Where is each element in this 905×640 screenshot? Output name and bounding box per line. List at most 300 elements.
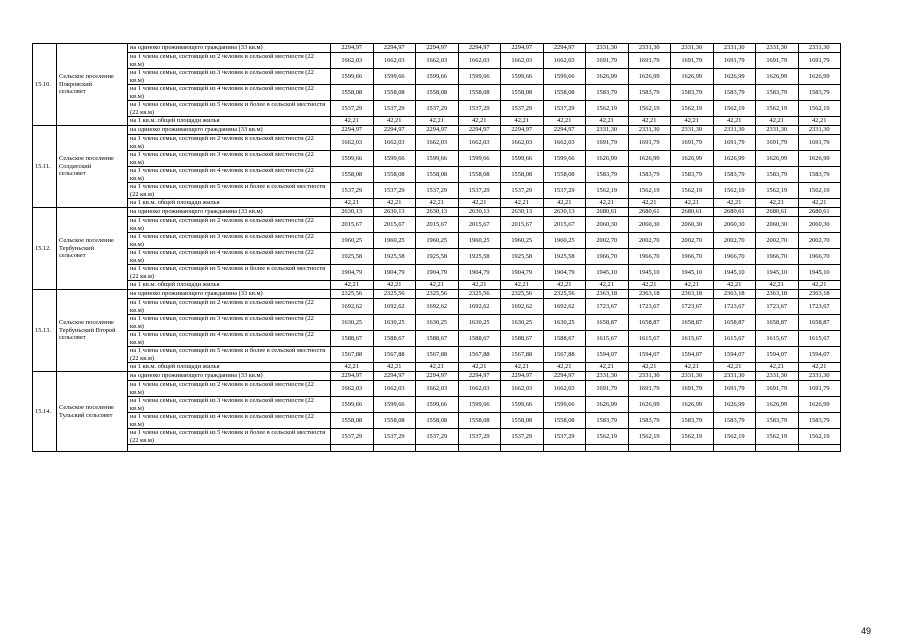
tariff-value: 1558,08 bbox=[543, 85, 586, 101]
tariff-value: 1599,66 bbox=[331, 69, 374, 85]
tariff-value: 1558,08 bbox=[331, 167, 374, 183]
tariff-value: 1691,79 bbox=[798, 381, 841, 397]
settlement-name: Сельское поселение Тербуньский Второй сельсовет bbox=[57, 290, 128, 372]
tariff-value: 1960,25 bbox=[458, 233, 501, 249]
tariff-value: 1723,67 bbox=[713, 299, 756, 315]
tariff-value: 2015,67 bbox=[373, 217, 416, 233]
tariff-value: 1558,08 bbox=[331, 413, 374, 429]
tariff-value: 1583,79 bbox=[671, 167, 714, 183]
table-row bbox=[33, 372, 841, 381]
table-row bbox=[33, 331, 841, 347]
table-row bbox=[33, 315, 841, 331]
tariff-value: 1537,29 bbox=[373, 429, 416, 445]
tariff-value: 1558,08 bbox=[416, 167, 459, 183]
tariff-value: 1583,79 bbox=[628, 413, 671, 429]
tariff-value: 1583,79 bbox=[713, 85, 756, 101]
tariff-value: 42,21 bbox=[458, 281, 501, 290]
tariff-value: 2002,70 bbox=[756, 233, 799, 249]
row-description: на 1 члена семьи, состоящей из 5 человек и более в сельской местности (22 кв.м) bbox=[128, 101, 331, 117]
tariff-value: 2294,97 bbox=[501, 126, 544, 135]
table-row bbox=[33, 101, 841, 117]
tariff-value: 1567,88 bbox=[331, 347, 374, 363]
row-description: на 1 члена семьи, состоящей из 2 человек в сельской местности (22 кв.м) bbox=[128, 53, 331, 69]
tariff-value: 42,21 bbox=[798, 281, 841, 290]
settlement-name: Сельское поселение Покровский сельсовет bbox=[57, 44, 128, 126]
tariff-value: 1945,10 bbox=[756, 265, 799, 281]
tariff-value: 1904,79 bbox=[458, 265, 501, 281]
tariff-value: 2363,18 bbox=[671, 290, 714, 299]
table-body bbox=[33, 44, 841, 452]
table-row bbox=[33, 183, 841, 199]
tariff-value: 1691,79 bbox=[628, 53, 671, 69]
tariff-value: 1691,79 bbox=[798, 135, 841, 151]
tariff-value: 1583,79 bbox=[798, 85, 841, 101]
tariff-value: 2002,70 bbox=[671, 233, 714, 249]
section-number: 15.11. bbox=[33, 126, 57, 208]
empty-cell bbox=[128, 445, 331, 452]
tariff-value: 1691,79 bbox=[586, 381, 629, 397]
tariff-value: 1662,03 bbox=[501, 135, 544, 151]
tariff-value: 1583,79 bbox=[756, 85, 799, 101]
tariff-value: 1558,08 bbox=[416, 413, 459, 429]
table-row bbox=[33, 85, 841, 101]
tariff-value: 1583,79 bbox=[756, 413, 799, 429]
tariff-value: 1599,66 bbox=[373, 69, 416, 85]
tariff-value: 1630,25 bbox=[501, 315, 544, 331]
settlement-name: Сельское поселение Тульский сельсовет bbox=[57, 372, 128, 452]
tariff-value: 1583,79 bbox=[628, 85, 671, 101]
page-number: 49 bbox=[861, 626, 872, 636]
tariff-value: 1599,66 bbox=[331, 397, 374, 413]
tariff-value: 2325,56 bbox=[501, 290, 544, 299]
tariff-value: 1537,29 bbox=[501, 429, 544, 445]
tariff-value: 2060,30 bbox=[798, 217, 841, 233]
tariff-value: 1583,79 bbox=[628, 167, 671, 183]
tariff-value: 1960,25 bbox=[373, 233, 416, 249]
row-description: на 1 члена семьи, состоящей из 3 человек в сельской местности (22 кв.м) bbox=[128, 69, 331, 85]
tariff-value: 42,21 bbox=[373, 199, 416, 208]
tariff-value: 1960,25 bbox=[543, 233, 586, 249]
empty-cell bbox=[586, 445, 629, 452]
tariff-value: 1583,79 bbox=[586, 167, 629, 183]
empty-cell bbox=[756, 445, 799, 452]
tariff-value: 2325,56 bbox=[543, 290, 586, 299]
tariff-value: 42,21 bbox=[628, 281, 671, 290]
tariff-value: 1691,79 bbox=[586, 53, 629, 69]
tariff-value: 1537,29 bbox=[416, 183, 459, 199]
row-description: на одиноко проживающего гражданина (33 кв.м) bbox=[128, 208, 331, 217]
tariff-value: 2630,13 bbox=[416, 208, 459, 217]
tariff-value: 2680,61 bbox=[628, 208, 671, 217]
row-description: на 1 члена семьи, состоящей из 5 человек и более в сельской местности (22 кв.м) bbox=[128, 265, 331, 281]
tariff-value: 42,21 bbox=[373, 363, 416, 372]
tariff-value: 2630,13 bbox=[458, 208, 501, 217]
tariff-value: 2680,61 bbox=[586, 208, 629, 217]
tariff-value: 1583,79 bbox=[671, 413, 714, 429]
row-description: на 1 члена семьи, состоящей из 2 человек в сельской местности (22 кв.м) bbox=[128, 217, 331, 233]
tariff-value: 2002,70 bbox=[628, 233, 671, 249]
tariff-value: 1691,79 bbox=[628, 381, 671, 397]
tariff-value: 42,21 bbox=[458, 117, 501, 126]
row-description: на 1 члена семьи, состоящей из 5 человек и более в сельской местности (22 кв.м) bbox=[128, 347, 331, 363]
tariff-value: 1558,08 bbox=[501, 85, 544, 101]
tariff-value: 2294,97 bbox=[331, 44, 374, 53]
tariff-value: 1626,99 bbox=[628, 151, 671, 167]
row-description: на 1 члена семьи, состоящей из 2 человек в сельской местности (22 кв.м) bbox=[128, 381, 331, 397]
table-row bbox=[33, 217, 841, 233]
empty-cell bbox=[798, 445, 841, 452]
tariff-value: 1562,19 bbox=[586, 183, 629, 199]
tariff-value: 1692,62 bbox=[501, 299, 544, 315]
tariff-value: 1691,79 bbox=[628, 135, 671, 151]
tariff-value: 42,21 bbox=[458, 199, 501, 208]
tariff-value: 42,21 bbox=[416, 199, 459, 208]
tariff-value: 1599,66 bbox=[416, 69, 459, 85]
tariff-value: 1945,10 bbox=[586, 265, 629, 281]
tariff-value: 42,21 bbox=[416, 363, 459, 372]
tariff-value: 1626,99 bbox=[586, 397, 629, 413]
tariff-value: 42,21 bbox=[671, 117, 714, 126]
tariff-value: 1537,29 bbox=[331, 429, 374, 445]
tariff-value: 1658,87 bbox=[713, 315, 756, 331]
tariff-value: 2325,56 bbox=[331, 290, 374, 299]
tariff-value: 1960,25 bbox=[331, 233, 374, 249]
table-row bbox=[33, 249, 841, 265]
row-description: на 1 члена семьи, состоящей из 4 человек в сельской местности (22 кв.м) bbox=[128, 249, 331, 265]
row-description: на 1 члена семьи, состоящей из 3 человек в сельской местности (22 кв.м) bbox=[128, 315, 331, 331]
tariff-value: 1692,62 bbox=[373, 299, 416, 315]
tariff-value: 1691,79 bbox=[586, 135, 629, 151]
tariff-value: 1626,99 bbox=[671, 151, 714, 167]
tariff-value: 2294,97 bbox=[458, 126, 501, 135]
tariff-value: 2363,18 bbox=[756, 290, 799, 299]
tariff-value: 2331,30 bbox=[586, 372, 629, 381]
tariff-value: 1904,79 bbox=[543, 265, 586, 281]
tariff-value: 1691,79 bbox=[756, 53, 799, 69]
tariff-value: 1945,10 bbox=[798, 265, 841, 281]
tariff-value: 1567,88 bbox=[501, 347, 544, 363]
table-row bbox=[33, 445, 841, 452]
tariff-value: 42,21 bbox=[713, 199, 756, 208]
tariff-value: 1567,88 bbox=[373, 347, 416, 363]
tariff-value: 1594,07 bbox=[756, 347, 799, 363]
tariff-value: 42,21 bbox=[586, 281, 629, 290]
tariff-value: 1599,66 bbox=[458, 151, 501, 167]
tariff-value: 1537,29 bbox=[373, 183, 416, 199]
tariff-value: 1562,19 bbox=[798, 101, 841, 117]
row-description: на одиноко проживающего гражданина (33 кв.м) bbox=[128, 126, 331, 135]
tariff-value: 2294,97 bbox=[458, 372, 501, 381]
tariff-value: 1599,66 bbox=[543, 151, 586, 167]
tariff-value: 2331,30 bbox=[628, 372, 671, 381]
tariff-value: 1626,99 bbox=[713, 151, 756, 167]
tariff-value: 2002,70 bbox=[586, 233, 629, 249]
table-row bbox=[33, 126, 841, 135]
tariff-value: 1562,19 bbox=[671, 429, 714, 445]
settlement-name: Сельское поселение Солдатский сельсовет bbox=[57, 126, 128, 208]
tariff-value: 1662,03 bbox=[416, 53, 459, 69]
tariff-value: 1966,70 bbox=[586, 249, 629, 265]
tariff-value: 1658,87 bbox=[756, 315, 799, 331]
tariff-value: 2294,97 bbox=[373, 44, 416, 53]
empty-cell bbox=[458, 445, 501, 452]
tariff-value: 42,21 bbox=[713, 117, 756, 126]
tariff-value: 2060,30 bbox=[671, 217, 714, 233]
table-row bbox=[33, 347, 841, 363]
tariff-value: 1945,10 bbox=[628, 265, 671, 281]
tariff-value: 1558,08 bbox=[458, 85, 501, 101]
tariff-table bbox=[32, 43, 841, 452]
table-row bbox=[33, 413, 841, 429]
tariff-value: 42,21 bbox=[586, 199, 629, 208]
tariff-value: 1691,79 bbox=[713, 53, 756, 69]
tariff-value: 1662,03 bbox=[458, 135, 501, 151]
tariff-value: 1626,99 bbox=[798, 151, 841, 167]
tariff-value: 1662,03 bbox=[543, 53, 586, 69]
tariff-value: 2331,30 bbox=[713, 44, 756, 53]
tariff-value: 1583,79 bbox=[713, 413, 756, 429]
tariff-value: 2015,67 bbox=[458, 217, 501, 233]
row-description: на 1 кв.м. общей площади жилья bbox=[128, 199, 331, 208]
tariff-value: 1594,07 bbox=[671, 347, 714, 363]
tariff-value: 42,21 bbox=[798, 363, 841, 372]
tariff-value: 42,21 bbox=[331, 199, 374, 208]
tariff-value: 1558,08 bbox=[458, 413, 501, 429]
tariff-value: 1626,99 bbox=[798, 69, 841, 85]
tariff-value: 1626,99 bbox=[798, 397, 841, 413]
tariff-value: 1925,58 bbox=[331, 249, 374, 265]
tariff-value: 1925,58 bbox=[416, 249, 459, 265]
tariff-value: 1658,87 bbox=[798, 315, 841, 331]
tariff-value: 1691,79 bbox=[671, 53, 714, 69]
table-row bbox=[33, 69, 841, 85]
tariff-value: 1588,67 bbox=[501, 331, 544, 347]
tariff-value: 42,21 bbox=[331, 363, 374, 372]
tariff-value: 1562,19 bbox=[713, 183, 756, 199]
tariff-value: 2331,30 bbox=[671, 44, 714, 53]
tariff-value: 1562,19 bbox=[756, 101, 799, 117]
tariff-value: 1662,03 bbox=[373, 381, 416, 397]
tariff-value: 1599,66 bbox=[543, 69, 586, 85]
tariff-value: 42,21 bbox=[713, 363, 756, 372]
tariff-value: 42,21 bbox=[501, 281, 544, 290]
table-row bbox=[33, 199, 841, 208]
tariff-value: 1626,99 bbox=[628, 397, 671, 413]
tariff-value: 1583,79 bbox=[586, 413, 629, 429]
tariff-value: 2294,97 bbox=[543, 44, 586, 53]
tariff-value: 1599,66 bbox=[501, 69, 544, 85]
tariff-value: 1588,67 bbox=[373, 331, 416, 347]
tariff-value: 1630,25 bbox=[331, 315, 374, 331]
tariff-value: 1588,67 bbox=[543, 331, 586, 347]
tariff-value: 1615,67 bbox=[756, 331, 799, 347]
tariff-value: 2060,30 bbox=[628, 217, 671, 233]
tariff-value: 42,21 bbox=[628, 117, 671, 126]
tariff-value: 1583,79 bbox=[798, 167, 841, 183]
tariff-value: 2294,97 bbox=[331, 126, 374, 135]
tariff-value: 1630,25 bbox=[373, 315, 416, 331]
tariff-value: 1562,19 bbox=[586, 101, 629, 117]
tariff-value: 1626,99 bbox=[628, 69, 671, 85]
tariff-value: 1925,58 bbox=[458, 249, 501, 265]
tariff-value: 42,21 bbox=[416, 117, 459, 126]
tariff-value: 1594,07 bbox=[798, 347, 841, 363]
tariff-value: 2331,30 bbox=[628, 44, 671, 53]
tariff-value: 2015,67 bbox=[501, 217, 544, 233]
tariff-value: 1904,79 bbox=[416, 265, 459, 281]
row-description: на 1 члена семьи, состоящей из 4 человек в сельской местности (22 кв.м) bbox=[128, 167, 331, 183]
tariff-value: 1599,66 bbox=[373, 151, 416, 167]
tariff-value: 42,21 bbox=[671, 281, 714, 290]
tariff-value: 1662,03 bbox=[331, 135, 374, 151]
tariff-value: 2060,30 bbox=[586, 217, 629, 233]
tariff-value: 42,21 bbox=[331, 281, 374, 290]
tariff-value: 2331,30 bbox=[798, 44, 841, 53]
tariff-value: 2331,30 bbox=[713, 372, 756, 381]
tariff-value: 1588,67 bbox=[331, 331, 374, 347]
tariff-value: 1558,08 bbox=[373, 413, 416, 429]
row-description: на 1 члена семьи, состоящей из 3 человек в сельской местности (22 кв.м) bbox=[128, 233, 331, 249]
tariff-value: 2630,13 bbox=[331, 208, 374, 217]
tariff-value: 1723,67 bbox=[586, 299, 629, 315]
tariff-value: 2015,67 bbox=[543, 217, 586, 233]
tariff-value: 1599,66 bbox=[416, 397, 459, 413]
tariff-value: 1562,19 bbox=[671, 101, 714, 117]
tariff-value: 1594,07 bbox=[586, 347, 629, 363]
tariff-value: 2630,13 bbox=[373, 208, 416, 217]
row-description: на 1 члена семьи, состоящей из 2 человек в сельской местности (22 кв.м) bbox=[128, 299, 331, 315]
tariff-value: 1966,70 bbox=[671, 249, 714, 265]
tariff-value: 2331,30 bbox=[798, 126, 841, 135]
tariff-value: 42,21 bbox=[628, 199, 671, 208]
tariff-value: 2363,18 bbox=[798, 290, 841, 299]
row-description: на 1 члена семьи, состоящей из 4 человек в сельской местности (22 кв.м) bbox=[128, 413, 331, 429]
table-row bbox=[33, 53, 841, 69]
tariff-value: 42,21 bbox=[671, 363, 714, 372]
tariff-value: 2294,97 bbox=[501, 44, 544, 53]
tariff-value: 2331,30 bbox=[671, 126, 714, 135]
tariff-value: 1904,79 bbox=[373, 265, 416, 281]
tariff-value: 2331,30 bbox=[671, 372, 714, 381]
tariff-value: 2294,97 bbox=[373, 372, 416, 381]
tariff-value: 2294,97 bbox=[416, 372, 459, 381]
tariff-value: 1691,79 bbox=[713, 135, 756, 151]
tariff-value: 2294,97 bbox=[416, 44, 459, 53]
tariff-value: 1960,25 bbox=[501, 233, 544, 249]
tariff-value: 1662,03 bbox=[543, 135, 586, 151]
table-row bbox=[33, 363, 841, 372]
tariff-value: 2294,97 bbox=[458, 44, 501, 53]
tariff-value: 42,21 bbox=[373, 117, 416, 126]
tariff-value: 1662,03 bbox=[501, 53, 544, 69]
tariff-value: 2325,56 bbox=[458, 290, 501, 299]
tariff-value: 1662,03 bbox=[501, 381, 544, 397]
table-row bbox=[33, 397, 841, 413]
empty-cell bbox=[713, 445, 756, 452]
tariff-value: 2060,30 bbox=[713, 217, 756, 233]
row-description: на 1 кв.м. общей площади жилья bbox=[128, 363, 331, 372]
section-number: 15.13. bbox=[33, 290, 57, 372]
tariff-value: 1537,29 bbox=[543, 183, 586, 199]
empty-cell bbox=[373, 445, 416, 452]
tariff-value: 42,21 bbox=[543, 199, 586, 208]
tariff-value: 1562,19 bbox=[628, 101, 671, 117]
tariff-value: 1925,58 bbox=[501, 249, 544, 265]
tariff-value: 1692,62 bbox=[543, 299, 586, 315]
tariff-value: 1662,03 bbox=[331, 53, 374, 69]
tariff-value: 1599,66 bbox=[458, 69, 501, 85]
tariff-value: 1630,25 bbox=[543, 315, 586, 331]
tariff-value: 1583,79 bbox=[713, 167, 756, 183]
tariff-value: 1562,19 bbox=[671, 183, 714, 199]
tariff-value: 1692,62 bbox=[416, 299, 459, 315]
tariff-value: 1945,10 bbox=[713, 265, 756, 281]
tariff-value: 1630,25 bbox=[458, 315, 501, 331]
tariff-value: 1904,79 bbox=[331, 265, 374, 281]
tariff-value: 1599,66 bbox=[331, 151, 374, 167]
tariff-value: 1615,67 bbox=[798, 331, 841, 347]
tariff-value: 1562,19 bbox=[756, 183, 799, 199]
tariff-value: 42,21 bbox=[373, 281, 416, 290]
tariff-value: 1599,66 bbox=[501, 397, 544, 413]
row-description: на одиноко проживающего гражданина (33 кв.м) bbox=[128, 372, 331, 381]
table-row bbox=[33, 281, 841, 290]
tariff-value: 2363,18 bbox=[628, 290, 671, 299]
table-row bbox=[33, 135, 841, 151]
empty-cell bbox=[416, 445, 459, 452]
tariff-value: 1626,99 bbox=[756, 397, 799, 413]
tariff-value: 1558,08 bbox=[501, 413, 544, 429]
tariff-value: 2331,30 bbox=[756, 126, 799, 135]
tariff-value: 1723,67 bbox=[798, 299, 841, 315]
tariff-value: 42,21 bbox=[586, 363, 629, 372]
tariff-value: 1537,29 bbox=[501, 183, 544, 199]
tariff-value: 2002,70 bbox=[713, 233, 756, 249]
row-description: на 1 члена семьи, состоящей из 4 человек в сельской местности (22 кв.м) bbox=[128, 85, 331, 101]
table-row bbox=[33, 381, 841, 397]
empty-cell bbox=[671, 445, 714, 452]
tariff-value: 2015,67 bbox=[416, 217, 459, 233]
tariff-value: 2325,56 bbox=[373, 290, 416, 299]
tariff-value: 2680,61 bbox=[756, 208, 799, 217]
tariff-value: 1945,10 bbox=[671, 265, 714, 281]
row-description: на 1 члена семьи, состоящей из 3 человек в сельской местности (22 кв.м) bbox=[128, 151, 331, 167]
tariff-value: 1662,03 bbox=[373, 53, 416, 69]
tariff-value: 1692,62 bbox=[458, 299, 501, 315]
tariff-value: 2294,97 bbox=[501, 372, 544, 381]
tariff-value: 2331,30 bbox=[586, 44, 629, 53]
tariff-value: 42,21 bbox=[458, 363, 501, 372]
table-row bbox=[33, 233, 841, 249]
tariff-value: 42,21 bbox=[331, 117, 374, 126]
tariff-value: 1966,70 bbox=[798, 249, 841, 265]
tariff-value: 1599,66 bbox=[501, 151, 544, 167]
tariff-value: 1599,66 bbox=[416, 151, 459, 167]
tariff-value: 2331,30 bbox=[798, 372, 841, 381]
tariff-value: 1537,29 bbox=[458, 101, 501, 117]
tariff-value: 2331,30 bbox=[628, 126, 671, 135]
tariff-value: 1588,67 bbox=[416, 331, 459, 347]
row-description: на 1 кв.м. общей площади жилья bbox=[128, 281, 331, 290]
tariff-value: 1966,70 bbox=[628, 249, 671, 265]
table-row bbox=[33, 299, 841, 315]
section-number: 15.14. bbox=[33, 372, 57, 452]
table-row bbox=[33, 44, 841, 53]
tariff-value: 42,21 bbox=[798, 117, 841, 126]
row-description: на одиноко проживающего гражданина (33 кв.м) bbox=[128, 290, 331, 299]
tariff-value: 1558,08 bbox=[373, 85, 416, 101]
tariff-value: 1966,70 bbox=[756, 249, 799, 265]
